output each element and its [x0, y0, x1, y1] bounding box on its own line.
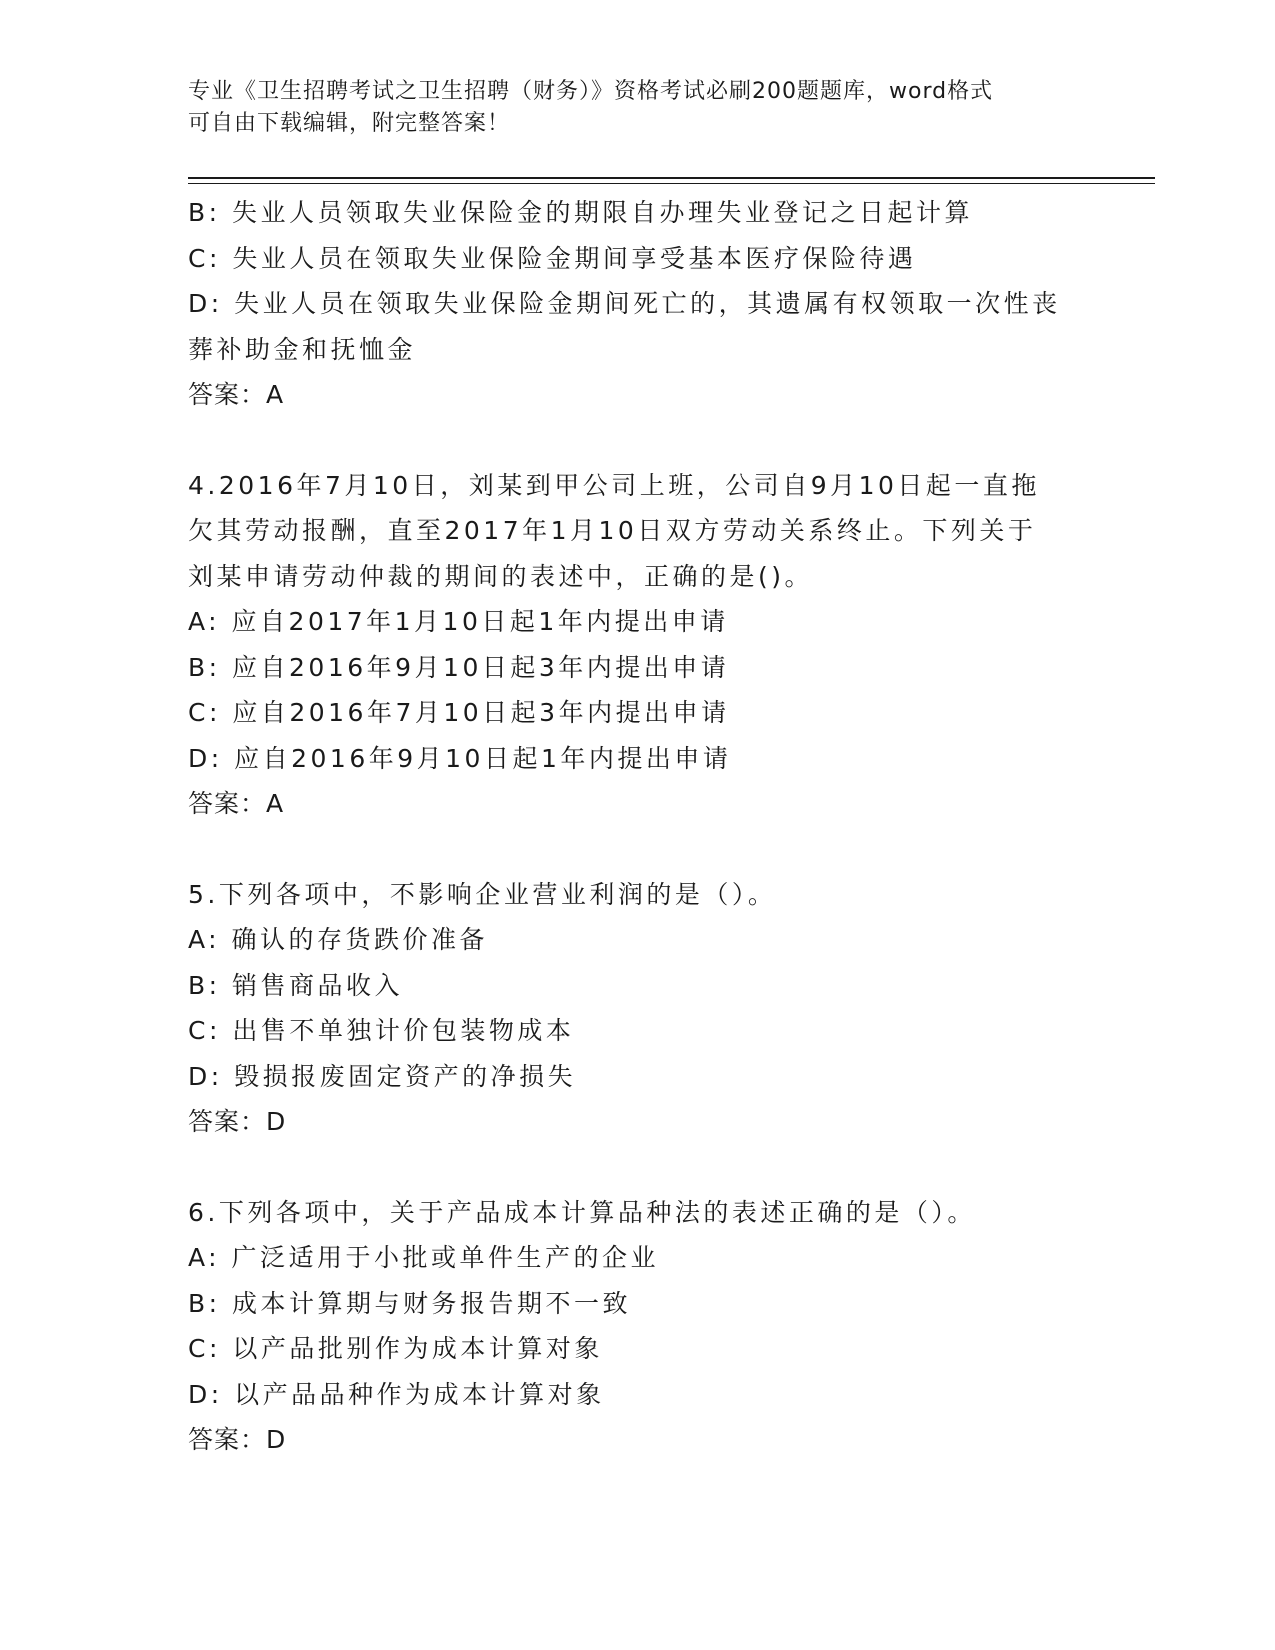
answer: 答案：D: [188, 1107, 287, 1136]
option-a: A: 广泛适用于小批或单件生产的企业: [188, 1243, 660, 1272]
option-c: C: 失业人员在领取失业保险金期间享受基本医疗保险待遇: [188, 243, 917, 273]
question-list: [188, 190, 1088, 1463]
question-stem: 5.下列各项中，不影响企业营业利润的是（）。: [188, 879, 777, 909]
header-line-2: 可自由下载编辑，附完整答案！: [188, 111, 511, 136]
question-5: [188, 872, 1088, 1145]
question-3: [188, 190, 1088, 418]
option-b: B: 应自2016年9月10日起3年内提出申请: [188, 652, 730, 682]
question-stem-line-2: 欠其劳动报酬，直至2017年1月10日双方劳动关系终止。下列关于: [188, 516, 1037, 545]
option-c: C: 出售不单独计价包装物成本: [188, 1016, 575, 1045]
option-a: A: 确认的存货跌价准备: [188, 925, 489, 954]
option-a: A: 应自2017年1月10日起1年内提出申请: [188, 607, 729, 636]
answer: 答案：D: [188, 1425, 287, 1454]
option-d: D: 失业人员在领取失业保险金期间死亡的，其遗属有权领取一次性丧: [188, 289, 1061, 318]
question-stem: 6.下列各项中，关于产品成本计算品种法的表述正确的是（）。: [188, 1197, 976, 1227]
spacer: [188, 1145, 1088, 1190]
answer: 答案：A: [188, 789, 285, 818]
answer: 答案：A: [188, 380, 285, 409]
spacer: [188, 827, 1088, 872]
document-header: [188, 76, 1088, 140]
option-b: B: 成本计算期与财务报告期不一致: [188, 1288, 632, 1318]
option-b: B: 销售商品收入: [188, 970, 404, 1000]
option-c: C: 以产品批别作为成本计算对象: [188, 1334, 603, 1363]
question-stem-line-1: 4.2016年7月10日，刘某到甲公司上班，公司自9月10日起一直拖: [188, 470, 1040, 500]
option-d-continued: 葬补助金和抚恤金: [188, 334, 417, 364]
option-d: D: 以产品品种作为成本计算对象: [188, 1379, 605, 1409]
option-b: B: 失业人员领取失业保险金的期限自办理失业登记之日起计算: [188, 198, 974, 227]
option-c: C: 应自2016年7月10日起3年内提出申请: [188, 698, 730, 727]
header-divider-thin: [188, 183, 1155, 184]
question-stem-line-3: 刘某申请劳动仲裁的期间的表述中，正确的是()。: [188, 561, 814, 591]
option-d: D: 毁损报废固定资产的净损失: [188, 1061, 577, 1091]
header-line-1: 专业《卫生招聘考试之卫生招聘（财务）》资格考试必刷200题题库，word格式: [188, 79, 994, 104]
option-d: D: 应自2016年9月10日起1年内提出申请: [188, 743, 732, 773]
spacer: [188, 418, 1088, 463]
question-6: [188, 1190, 1088, 1463]
question-4: [188, 463, 1088, 827]
header-divider-thick: [188, 177, 1155, 179]
